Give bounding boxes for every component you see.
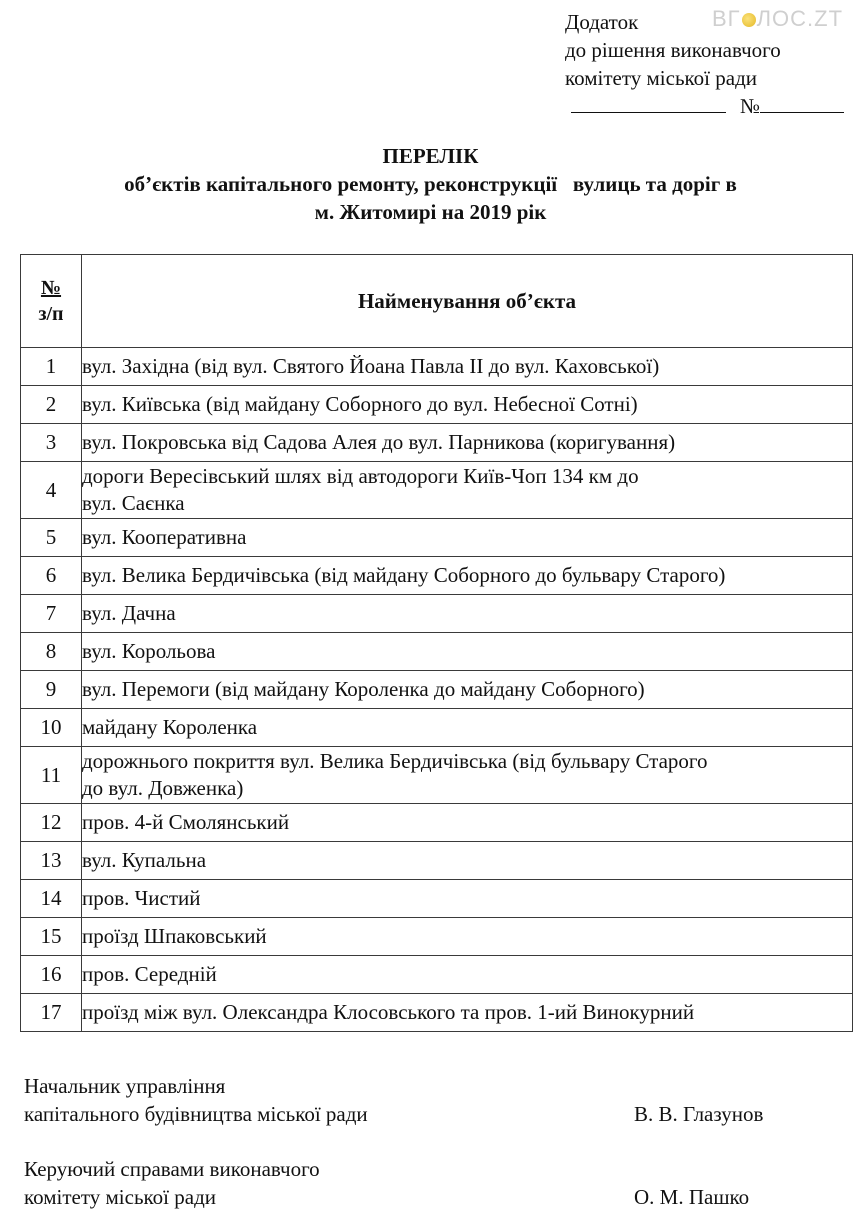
object-name-line-2: вул. Саєнка (82, 491, 185, 515)
table-row (21, 424, 853, 462)
signature-position-line-1: Начальник управління (24, 1074, 226, 1098)
row-object-name: вул. Покровська від Садова Алея до вул. Парникова (коригування) (82, 424, 853, 462)
annex-date-number-blanks (565, 92, 844, 120)
table-row (21, 671, 853, 709)
row-number: 3 (21, 424, 82, 462)
table-row (21, 386, 853, 424)
table-row (21, 595, 853, 633)
row-object-name: вул. Купальна (82, 842, 853, 880)
row-object-name: пров. Середній (82, 956, 853, 994)
title-subtitle-line-1: об’єктів капітального ремонту, реконструкції вулиць та доріг в (124, 172, 737, 196)
row-number: 12 (21, 804, 82, 842)
row-number: 1 (21, 348, 82, 386)
row-number: 14 (21, 880, 82, 918)
row-object-name: вул. Західна (від вул. Святого Йоана Павла ІІ до вул. Каховської) (82, 348, 853, 386)
row-object-name (82, 462, 853, 519)
header-num-line-2: з/п (38, 303, 64, 325)
table-row (21, 842, 853, 880)
table-row (21, 956, 853, 994)
signature-position-line-2: капітального будівництва міської ради (24, 1102, 368, 1126)
signature-block-executive-manager (24, 1155, 824, 1211)
row-number: 10 (21, 709, 82, 747)
row-object-name: майдану Короленка (82, 709, 853, 747)
row-object-name: вул. Корольова (82, 633, 853, 671)
row-object-name: проїзд між вул. Олександра Клосовського та пров. 1-ий Винокурний (82, 994, 853, 1032)
objects-table (20, 254, 853, 1032)
number-sign: № (740, 94, 761, 118)
row-object-name: проїзд Шпаковський (82, 918, 853, 956)
row-number: 2 (21, 386, 82, 424)
row-number: 11 (21, 747, 82, 804)
table-row (21, 747, 853, 804)
row-number: 9 (21, 671, 82, 709)
annex-note (565, 8, 844, 120)
row-object-name: пров. 4-й Смолянський (82, 804, 853, 842)
row-number: 8 (21, 633, 82, 671)
table-row (21, 519, 853, 557)
title-heading: ПЕРЕЛІК (382, 144, 479, 168)
table-row (21, 918, 853, 956)
annex-line-2: до рішення виконавчого (565, 38, 781, 62)
watermark-text-right: ЛОС.ZT (756, 6, 844, 31)
row-number: 13 (21, 842, 82, 880)
row-number: 7 (21, 595, 82, 633)
table-body (21, 348, 853, 1032)
table-row (21, 880, 853, 918)
row-object-name: вул. Перемоги (від майдану Короленка до майдану Соборного) (82, 671, 853, 709)
signature-name: О. М. Пашко (634, 1185, 750, 1209)
document-title (0, 142, 861, 226)
signature-name: В. В. Глазунов (634, 1102, 764, 1126)
date-blank (571, 94, 726, 113)
object-name-line-2: до вул. Довженка) (82, 776, 244, 800)
table-header-row (21, 255, 853, 348)
table-row (21, 804, 853, 842)
row-object-name: вул. Дачна (82, 595, 853, 633)
number-blank (760, 94, 844, 113)
table-row (21, 709, 853, 747)
title-subtitle-line-2: м. Житомирі на 2019 рік (314, 200, 547, 224)
row-number: 17 (21, 994, 82, 1032)
table-row (21, 462, 853, 519)
row-object-name: вул. Київська (від майдану Соборного до вул. Небесної Сотні) (82, 386, 853, 424)
row-number: 15 (21, 918, 82, 956)
table-row (21, 557, 853, 595)
row-number: 5 (21, 519, 82, 557)
annex-line-3: комітету міської ради (565, 66, 757, 90)
object-name-line-1: дороги Вересівський шлях від автодороги Київ-Чоп 134 км до (82, 464, 639, 488)
signature-position-line-2: комітету міської ради (24, 1185, 216, 1209)
row-number: 4 (21, 462, 82, 519)
row-object-name: вул. Кооперативна (82, 519, 853, 557)
table-row (21, 348, 853, 386)
table-row (21, 633, 853, 671)
row-object-name: вул. Велика Бердичівська (від майдану Соборного до бульвару Старого) (82, 557, 853, 595)
row-object-name: пров. Чистий (82, 880, 853, 918)
table-row (21, 994, 853, 1032)
row-number: 16 (21, 956, 82, 994)
signature-block-head-of-department (24, 1072, 824, 1128)
signatures-section (24, 1072, 824, 1211)
column-header-name: Найменування об’єкта (82, 255, 853, 348)
annex-line-1: Додаток (565, 10, 639, 34)
column-header-number (21, 255, 82, 348)
row-number: 6 (21, 557, 82, 595)
header-num-line-1: № (40, 277, 62, 299)
signature-position-line-1: Керуючий справами виконавчого (24, 1157, 320, 1181)
watermark-text-left: ВГ (712, 6, 741, 31)
row-object-name (82, 747, 853, 804)
object-name-line-1: дорожнього покриття вул. Велика Бердичівська (від бульвару Старого (82, 749, 708, 773)
